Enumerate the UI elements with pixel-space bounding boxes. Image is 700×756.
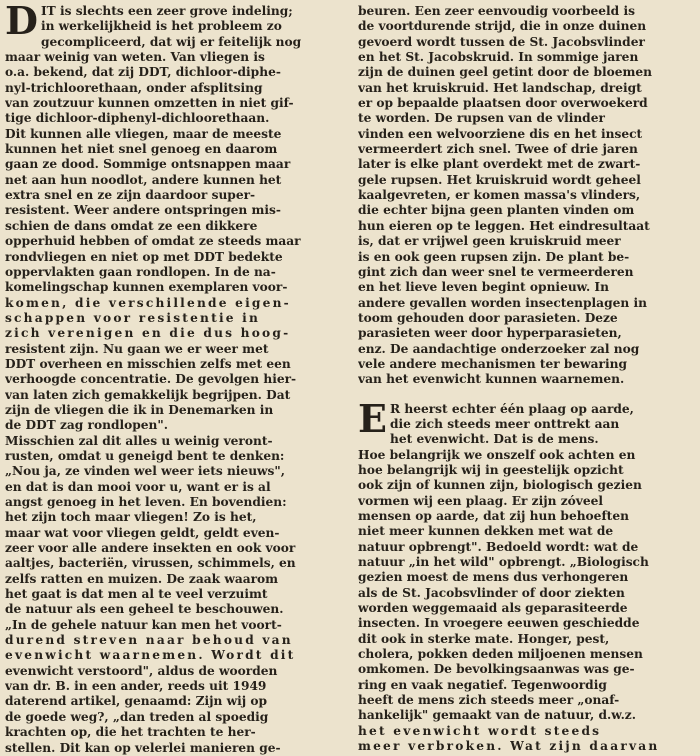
text-line: Misschien zal dit alles u weinig veront- — [5, 433, 273, 448]
text-line: maar weinig van weten. Van vliegen is — [5, 50, 265, 65]
text-line: beuren. Een zeer eenvoudig voorbeeld is — [358, 4, 635, 18]
right-column-top-paragraph — [358, 4, 692, 388]
text-line: die echter bijna geen planten vinden om — [358, 203, 635, 218]
text-line: de natuur als een geheel te beschouwen. — [5, 602, 284, 617]
text-line: krachten op, die het trachten te her- — [5, 725, 256, 740]
text-line: evenwicht waarnemen. Wordt dit — [5, 648, 296, 663]
text-line: vormen wij een plaag. Er zijn zóveel — [358, 493, 604, 508]
text-line: nyl-trichloorethaan, onder afsplitsing — [5, 80, 263, 95]
text-line: is en ook geen rupsen zijn. De plant be- — [358, 249, 630, 264]
text-line: het gaat is dat men al te veel verzuimt — [5, 587, 268, 602]
text-line: durend streven naar behoud van — [5, 633, 293, 648]
dropcap-d: D — [5, 0, 38, 43]
text-line: van zoutzuur kunnen omzetten in niet gif- — [5, 96, 294, 111]
text-line: „Nou ja, ze vinden wel weer iets nieuws", — [5, 464, 285, 479]
text-line: schien de dans omdat ze een dikkere — [5, 218, 258, 233]
text-line: zijn de duinen geel getint door de bloemen — [358, 65, 652, 80]
text-line: oppervlakten gaan rondlopen. In de na- — [5, 264, 276, 279]
text-line: DDT overheen en misschien zelfs met een — [5, 356, 291, 371]
text-line: komen, die verschillende eigen- — [5, 295, 291, 310]
dropcap-e: E — [358, 395, 387, 441]
text-line: de DDT zag rondlopen". — [5, 418, 168, 433]
text-line: kunnen het niet snel genoeg en daarom — [5, 142, 278, 157]
text-line: ook zijn of kunnen zijn, biologisch gezien — [358, 478, 642, 493]
text-line: vermeerdert zich snel. Twee of drie jaren — [358, 142, 638, 157]
text-line: verhoogde concentratie. De gevolgen hier- — [5, 372, 297, 387]
text-line: o.a. bekend, dat zij DDT, dichloor-diphe- — [5, 65, 281, 80]
text-line: opperhuid hebben of omdat ze steeds maar — [5, 234, 301, 249]
text-line: net aan hun noodlot, andere kunnen het — [5, 172, 282, 187]
text-line: en dat is dan mooi voor u, want er is al — [5, 479, 271, 494]
text-line: Hoe belangrijk we onszelf ook achten en — [358, 447, 636, 462]
text-line: te worden. De rupsen van de vlinder — [358, 111, 605, 126]
text-line: omkomen. De bevolkingsaanwas was ge- — [358, 662, 635, 677]
text-line: cholera, pokken deden miljoenen mensen — [358, 647, 643, 662]
text-line: mensen op aarde, dat zij hun behoeften — [358, 509, 629, 523]
left-column — [5, 0, 343, 756]
text-line: de goede weg?, „dan treden al spoedig — [5, 709, 269, 724]
text-line: vinden een welvoorziene dis en het insect — [358, 126, 643, 141]
text-line: zich verenigen en die dus hoog- — [5, 326, 291, 341]
text-line: niet meer kunnen dekken met wat de — [358, 524, 614, 539]
text-line: die zich steeds meer onttrekt aan — [389, 416, 620, 431]
text-line: „In de gehele natuur kan men het voort- — [5, 617, 282, 632]
text-line: aaltjes, bacteriën, virussen, schimmels, en — [5, 556, 296, 571]
text-line: gecompliceerd, dat wij er feitelijk nog — [40, 34, 302, 49]
text-line: vele andere mechanismen ter bewaring — [358, 356, 627, 371]
text-line: rondvliegen en niet op met DDT bedekte — [5, 249, 283, 264]
text-line: gaan ze dood. Sommige ontsnappen maar — [5, 157, 291, 172]
text-line: gint zich dan weer snel te vermeerderen — [358, 264, 634, 279]
text-line: kaalgevreten, er komen massa's vlinders, — [358, 188, 641, 203]
right-column — [358, 4, 692, 755]
text-line: maar wat voor vliegen geldt, geldt even- — [5, 525, 280, 540]
text-line: het zijn toch maar vliegen! Zo is het, — [5, 510, 257, 525]
text-line: het evenwicht wordt steeds — [358, 723, 602, 738]
text-line: de voortdurende strijd, die in onze duinen — [358, 19, 647, 34]
text-line: gele rupsen. Het kruiskruid wordt geheel — [358, 172, 641, 187]
text-line: schappen voor resistentie in — [5, 310, 261, 325]
text-line: andere gevallen worden insectenplagen in — [358, 295, 647, 310]
text-line: zelfs ratten en muizen. De zaak waarom — [5, 571, 279, 586]
text-line: hun eieren op te leggen. Het eindresultaat — [358, 218, 650, 233]
text-line: dit ook in sterke mate. Honger, pest, — [358, 631, 610, 646]
text-line: en het lieve leven begint opnieuw. In — [358, 280, 609, 295]
text-line: insecten. In vroegere eeuwen geschiedde — [358, 616, 640, 631]
text-line: worden weggemaaid als geparasiteerde — [358, 601, 628, 616]
text-line: van het kruiskruid. Het landschap, dreigt — [358, 80, 642, 95]
text-line: stellen. Dit kan op velerlei manieren ge- — [5, 740, 281, 755]
text-line: zeer voor alle andere insekten en ook voor — [5, 541, 296, 556]
text-line: later is elke plant overdekt met de zwart- — [358, 157, 641, 172]
text-line: is, dat er vrijwel geen kruiskruid meer — [358, 234, 621, 249]
text-line: rusten, omdat u geneigd bent te denken: — [5, 448, 285, 463]
text-line: tige dichloor-diphenyl-dichloorethaan. — [5, 111, 270, 126]
text-line: resistent zijn. Nu gaan we er weer met — [5, 341, 269, 356]
text-line: natuur opbrengt". Bedoeld wordt: wat de — [358, 539, 639, 554]
text-line: daterend artikel, genaamd: Zijn wij op — [5, 694, 268, 709]
text-line: parasieten weer door hyperparasieten, — [358, 326, 622, 341]
text-line: Dit kunnen alle vliegen, maar de meeste — [5, 126, 282, 141]
text-line: IT is slechts een zeer grove indeling; — [40, 4, 293, 18]
text-line: heeft de mens zich steeds meer „onaf- — [358, 693, 620, 708]
text-line: zijn de vliegen die ik in Denemarken in — [5, 402, 274, 417]
text-line: van dr. B. in een ander, reeds uit 1949 — [5, 679, 267, 694]
text-line: R heerst echter één plaag op aarde, — [389, 401, 634, 416]
text-line: natuur „in het wild" opbrengt. „Biologisch — [358, 555, 649, 570]
text-line: in werkelijkheid is het probleem zo — [40, 19, 282, 34]
text-line: ring en vaak negatief. Tegenwoordig — [358, 677, 607, 692]
section-gap — [358, 388, 692, 402]
text-line: extra snel en ze zijn daardoor super- — [5, 188, 256, 203]
text-line: angst genoeg in het leven. En bovendien: — [5, 495, 287, 509]
text-line: meer verbroken. Wat zijn daarvan — [358, 739, 660, 754]
right-column-new-section — [358, 395, 692, 755]
text-line: resistent. Weer andere ontspringen mis- — [5, 203, 281, 218]
text-line: hoe belangrijk wij in geestelijk opzicht — [358, 462, 624, 477]
text-line: gevoerd wordt tussen de St. Jacobsvlinder — [358, 34, 645, 49]
text-line: van laten zich gemakkelijk begrijpen. Dat — [5, 387, 291, 402]
text-line: toom gehouden door parasieten. Deze — [358, 310, 618, 325]
text-line: gezien moest de mens dus verhongeren — [358, 570, 629, 585]
text-line: als de St. Jacobsvlinder of door ziekten — [358, 585, 625, 600]
text-line: evenwicht verstoord", aldus de woorden — [5, 663, 278, 678]
text-line: en het St. Jacobskruid. In sommige jaren — [358, 50, 639, 65]
text-line: enz. De aandachtige onderzoeker zal nog — [358, 341, 640, 356]
text-line: komelingschap kunnen exemplaren voor- — [5, 280, 288, 295]
text-line: van het evenwicht kunnen waarnemen. — [358, 372, 625, 387]
text-line: het evenwicht. Dat is de mens. — [389, 432, 599, 447]
text-line: hankelijk" gemaakt van de natuur, d.w.z. — [358, 708, 636, 723]
text-line: er op bepaalde plaatsen door overwoekerd — [358, 96, 648, 111]
